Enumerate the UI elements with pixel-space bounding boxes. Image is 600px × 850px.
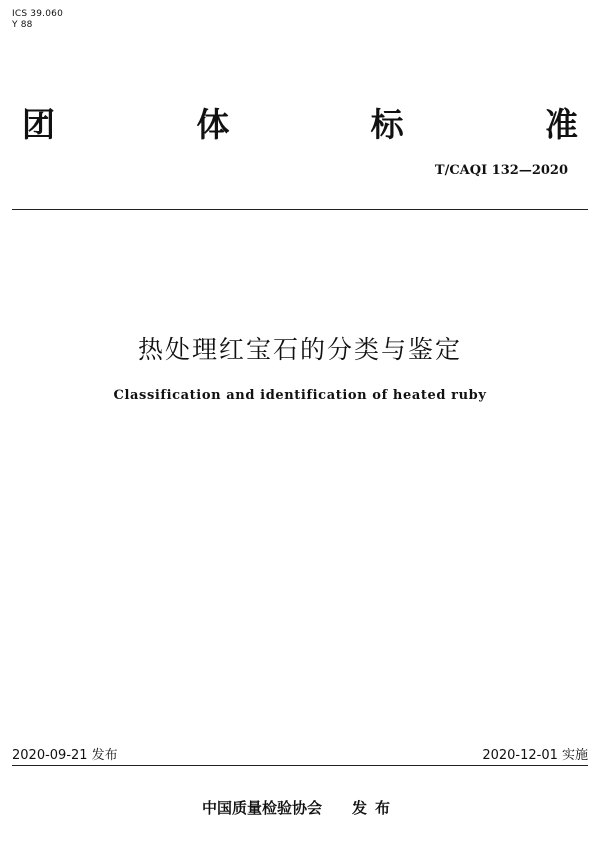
publisher-line: [0, 797, 600, 818]
standard-type-char: 准: [544, 104, 578, 144]
standard-type-heading: [22, 100, 578, 144]
bottom-divider: [12, 765, 588, 766]
standard-type-char: 标: [370, 104, 404, 144]
document-title-chinese: 热处理红宝石的分类与鉴定: [137, 335, 462, 364]
ics-code: ICS 39.060: [12, 9, 64, 19]
standard-type-char: 团: [22, 104, 55, 144]
top-divider: [12, 209, 588, 210]
ccs-code: Y 88: [12, 20, 33, 30]
issue-date: 2020-09-21 发布: [12, 748, 118, 763]
implementation-date: 2020-12-01 实施: [482, 748, 588, 763]
standard-type-char: 体: [196, 104, 230, 144]
ics-classification: [12, 9, 63, 31]
publisher-name: 中国质量检验协会: [201, 799, 322, 817]
document-title-english: Classification and identification of heated ruby: [113, 388, 487, 403]
publisher-label: 发布: [352, 799, 399, 817]
standard-number: T/CAQI 132—2020: [434, 163, 568, 178]
